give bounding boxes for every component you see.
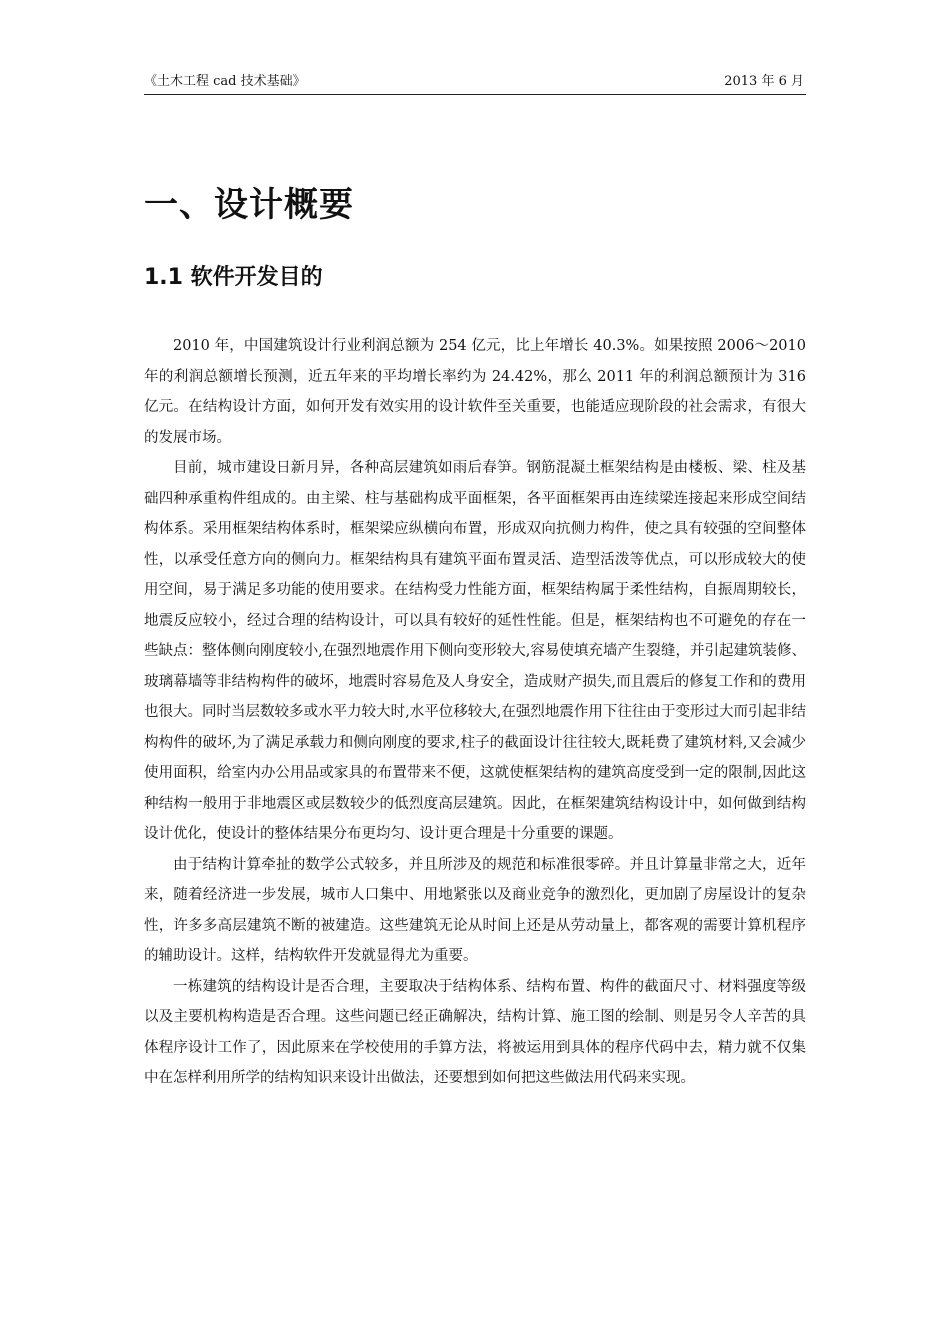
header-document-title: 《土木工程 cad 技术基础》 <box>144 74 306 89</box>
paragraph: 2010 年，中国建筑设计行业利润总额为 254 亿元，比上年增长 40.3%。如果按照 2006～2010 年的利润总额增长预测，近五年来的平均增长率约为 24.42%，那么 2011 年的利润总额预计为 316 亿元。在结构设计方面，如何开发有效实用的设计软件至关重要，也能适应现阶段的社会需求，有很大的发展市场。 <box>144 338 806 446</box>
chapter-title: 一、设计概要 <box>144 185 354 225</box>
paragraph: 目前，城市建设日新月异，各种高层建筑如雨后春笋。钢筋混凝土框架结构是由楼板、梁、柱及基础四种承重构件组成的。由主梁、柱与基础构成平面框架，各平面框架再由连续梁连接起来形成空间结构体系。采用框架结构体系时，框架梁应纵横向布置，形成双向抗侧力构件，使之具有较强的空间整体性，以承受任意方向的侧向力。框架结构具有建筑平面布置灵活、造型活泼等优点，可以形成较大的使用空间，易于满足多功能的使用要求。在结构受力性能方面，框架结构属于柔性结构，自振周期较长，地震反应较小，经过合理的结构设计，可以具有较好的延性性能。但是，框架结构也不可避免的存在一些缺点：整体侧向刚度较小,在强烈地震作用下侧向变形较大,容易使填充墙产生裂缝，并引起建筑装修、玻璃幕墙等非结构构件的破坏，地震时容易危及人身安全，造成财产损失,而且震后的修复工作和的费用也很大。同时当层数较多或水平力较大时,水平位移较大,在强烈地震作用下往往由于变形过大而引起非结构构件的破坏,为了满足承载力和侧向刚度的要求,柱子的截面设计往往较大,既耗费了建筑材料,又会减少使用面积，给室内办公用品或家具的布置带来不便，这就使框架结构的建筑高度受到一定的限制,因此这种结构一般用于非地震区或层数较少的低烈度高层建筑。因此，在框架建筑结构设计中，如何做到结构设计优化，使设计的整体结果分布更均匀、设计更合理是十分重要的课题。 <box>144 460 806 842</box>
section-title: 1.1 软件开发目的 <box>144 265 323 290</box>
page-header <box>144 70 806 95</box>
paragraph: 由于结构计算牵扯的数学公式较多，并且所涉及的规范和标准很零碎。并且计算量非常之大，近年来，随着经济进一步发展，城市人口集中、用地紧张以及商业竞争的激烈化，更加剧了房屋设计的复杂性，许多多高层建筑不断的被建造。这些建筑无论从时间上还是从劳动量上，都客观的需要计算机程序的辅助设计。这样，结构软件开发就显得尤为重要。 <box>144 856 806 964</box>
paragraph: 一栋建筑的结构设计是否合理，主要取决于结构体系、结构布置、构件的截面尺寸、材料强度等级以及主要机构构造是否合理。这些问题已经正确解决，结构计算、施工图的绘制、则是另令人辛苦的具体程序设计工作了，因此原来在学校使用的手算方法，将被运用到具体的程序代码中去，精力就不仅集中在怎样利用所学的结构知识来设计出做法，还要想到如何把这些做法用代码来实现。 <box>144 978 806 1086</box>
body-text <box>144 331 806 1094</box>
header-date: 2013 年 6 月 <box>724 74 804 89</box>
